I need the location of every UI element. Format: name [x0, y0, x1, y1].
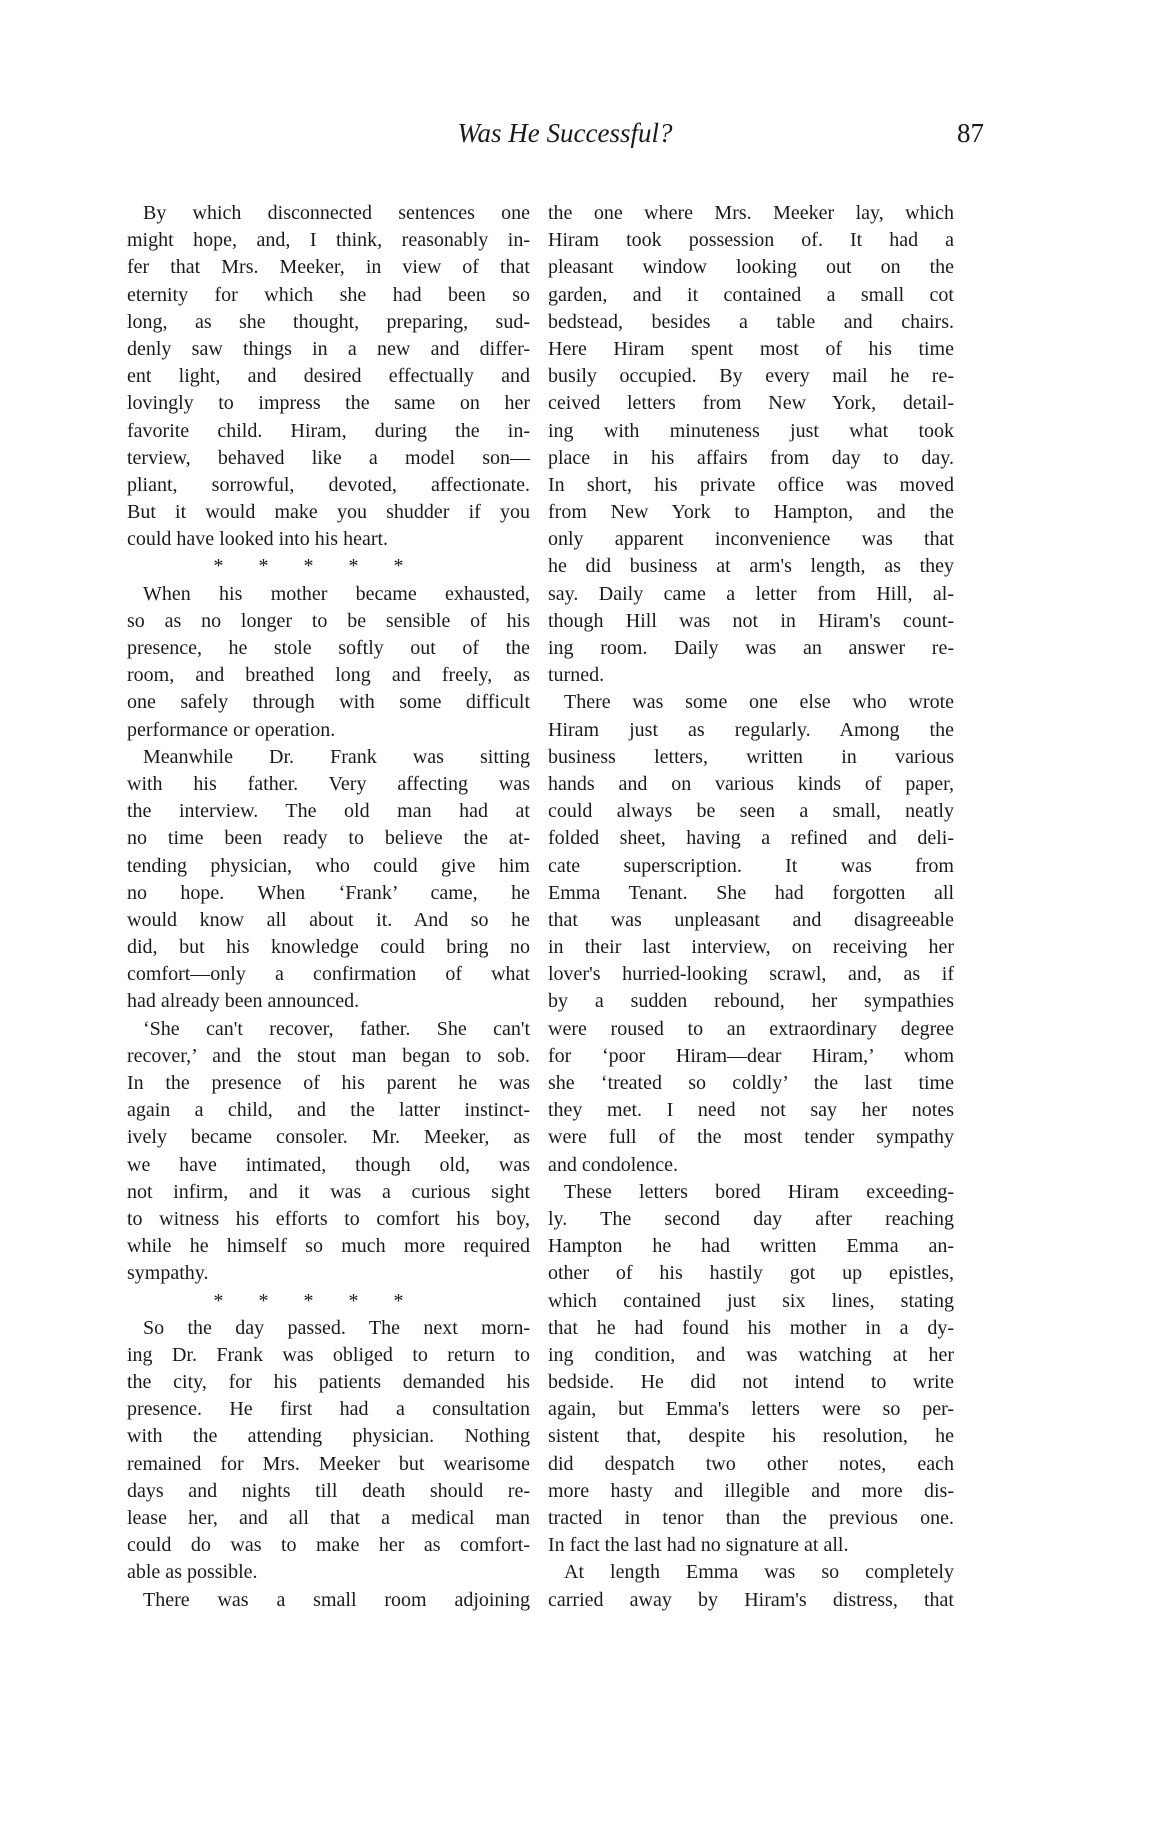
text-line: we have intimated, though old, was [127, 1153, 530, 1176]
text-line: did despatch two other notes, each [548, 1452, 954, 1475]
text-line: could always be seen a small, neatly [548, 800, 954, 823]
text-line: These letters bored Hiram exceeding- [564, 1180, 954, 1203]
text-line: business letters, written in various [548, 745, 954, 768]
text-line: remained for Mrs. Meeker but wearisome [127, 1452, 530, 1475]
text-line: busily occupied. By every mail he re- [548, 365, 954, 388]
text-line: that was unpleasant and disagreeable [548, 908, 954, 931]
paragraph [127, 1016, 530, 1288]
text-line: Hampton he had written Emma an- [548, 1235, 954, 1258]
text-line: for ‘poor Hiram—dear Hiram,’ whom [548, 1044, 954, 1067]
text-line: ing condition, and was watching at her [548, 1343, 954, 1366]
text-line: There was a small room adjoining [143, 1588, 530, 1611]
text-line: were full of the most tender sympathy [548, 1126, 954, 1149]
text-line: could have looked into his heart. [127, 528, 389, 551]
running-title: Was He Successful? [457, 118, 673, 148]
paragraph [548, 689, 954, 1178]
text-line: again a child, and the latter instinct- [127, 1099, 530, 1122]
text-line: to witness his efforts to comfort his boy, [127, 1207, 530, 1230]
text-line: recover,’ and the stout man began to sob. [127, 1044, 530, 1067]
text-line: in their last interview, on receiving her [548, 936, 954, 959]
text-line: But it would make you shudder if you [127, 501, 530, 524]
text-line: lease her, and all that a medical man [127, 1507, 530, 1529]
text-line: ing with minuteness just what took [548, 419, 954, 442]
text-line: were roused to an extraordinary degree [548, 1017, 954, 1040]
text-line: say. Daily came a letter from Hill, al- [548, 582, 954, 605]
text-line: she ‘treated so coldly’ the last time [548, 1072, 954, 1094]
text-line: Hiram took possession of. It had a [548, 229, 954, 252]
left-column [127, 200, 530, 1614]
paragraph [548, 1179, 954, 1560]
text-line: by a sudden rebound, her sympathies [548, 990, 954, 1013]
text-line: which contained just six lines, stating [548, 1289, 954, 1312]
text-line: sistent that, despite his resolution, he [548, 1425, 954, 1448]
text-line: folded sheet, having a refined and deli- [548, 827, 954, 850]
text-line: At length Emma was so completely [564, 1561, 954, 1584]
text-line: Meanwhile Dr. Frank was sitting [143, 745, 530, 768]
text-line: the one where Mrs. Meeker lay, which [548, 202, 954, 224]
text-line: hands and on various kinds of paper, [548, 772, 954, 795]
text-line: no hope. When ‘Frank’ came, he [127, 881, 530, 904]
text-line: had already been announced. [127, 990, 360, 1013]
text-line: presence. He first had a consultation [127, 1398, 530, 1421]
text-line: presence, he stole softly out of the [127, 637, 530, 659]
text-line: comfort—only a confirmation of what [127, 963, 530, 986]
text-line: carried away by Hiram's distress, that [548, 1588, 954, 1611]
text-line: ceived letters from New York, detail- [548, 392, 954, 415]
text-line: pleasant window looking out on the [548, 256, 954, 279]
text-line: would know all about it. And so he [127, 908, 530, 931]
text-line: ively became consoler. Mr. Meeker, as [127, 1126, 530, 1149]
text-line: By which disconnected sentences one [143, 202, 530, 224]
text-line: he did business at arm's length, as they [548, 555, 954, 578]
text-line: room, and breathed long and freely, as [127, 664, 530, 687]
right-column [548, 200, 954, 1614]
paragraph [548, 1559, 954, 1613]
text-line: tending physician, who could give him [127, 854, 530, 877]
section-break-stars: * * * * * [213, 1289, 404, 1312]
paragraph [127, 744, 530, 1016]
text-line: not infirm, and it was a curious sight [127, 1180, 530, 1203]
text-line: garden, and it contained a small cot [548, 283, 954, 306]
text-line: days and nights till death should re- [127, 1479, 530, 1502]
text-line: lover's hurried-looking scrawl, and, as if [548, 963, 954, 986]
text-line: no time been ready to believe the at- [127, 827, 530, 850]
text-line: Hiram just as regularly. Among the [548, 718, 954, 741]
text-line: In the presence of his parent he was [127, 1072, 530, 1094]
text-line: There was some one else who wrote [564, 691, 954, 714]
text-line: place in his affairs from day to day. [548, 446, 954, 469]
paragraph [127, 1587, 530, 1614]
page-number: 87 [957, 118, 984, 148]
text-line: again, but Emma's letters were so per- [548, 1398, 954, 1421]
text-line: ent light, and desired effectually and [127, 365, 530, 388]
paragraph [127, 200, 530, 553]
text-line: denly saw things in a new and differ- [127, 337, 530, 360]
text-line: did, but his knowledge could bring no [127, 936, 530, 959]
text-line: that he had found his mother in a dy- [548, 1316, 954, 1339]
text-line: they met. I need not say her notes [548, 1099, 954, 1122]
text-line: When his mother became exhausted, [143, 582, 530, 605]
text-line: tracted in tenor than the previous one. [548, 1507, 954, 1529]
text-line: Emma Tenant. She had forgotten all [548, 881, 954, 904]
text-line: able as possible. [127, 1561, 258, 1584]
text-line: might hope, and, I think, reasonably in- [127, 229, 530, 252]
text-line: cate superscription. It was from [548, 854, 954, 877]
text-line: lovingly to impress the same on her [127, 392, 530, 415]
text-line: Here Hiram spent most of his time [548, 337, 954, 360]
text-line: bedstead, besides a table and chairs. [548, 310, 954, 333]
text-line: the interview. The old man had at [127, 800, 530, 823]
text-line: fer that Mrs. Meeker, in view of that [127, 256, 530, 279]
section-break-stars: * * * * * [213, 555, 404, 578]
text-line: while he himself so much more required [127, 1235, 530, 1258]
text-line: only apparent inconvenience was that [548, 528, 954, 551]
text-line: performance or operation. [127, 718, 336, 741]
text-line: eternity for which she had been so [127, 283, 530, 306]
text-line: the city, for his patients demanded his [127, 1371, 530, 1394]
text-line: though Hill was not in Hiram's count- [548, 609, 954, 632]
text-line: ing room. Daily was an answer re- [548, 637, 954, 659]
text-line: other of his hastily got up epistles, [548, 1262, 954, 1285]
text-line: one safely through with some difficult [127, 691, 530, 714]
text-line: terview, behaved like a model son— [127, 446, 530, 469]
text-line: ing Dr. Frank was obliged to return to [127, 1343, 530, 1366]
text-line: pliant, sorrowful, devoted, affectionate. [127, 473, 530, 496]
paragraph [548, 200, 954, 689]
paragraph [127, 581, 530, 744]
text-line: from New York to Hampton, and the [548, 501, 954, 524]
text-line: ‘She can't recover, father. She can't [143, 1017, 530, 1040]
text-line: with the attending physician. Nothing [127, 1425, 530, 1448]
paragraph [127, 1315, 530, 1587]
text-line: In fact the last had no signature at all. [548, 1534, 849, 1557]
text-line: sympathy. [127, 1262, 209, 1285]
text-line: In short, his private office was moved [548, 473, 954, 496]
text-line: so as no longer to be sensible of his [127, 609, 530, 632]
text-line: with his father. Very affecting was [127, 772, 530, 795]
text-line: turned. [548, 664, 605, 687]
text-line: could do was to make her as comfort- [127, 1534, 530, 1557]
text-line: long, as she thought, preparing, sud- [127, 310, 530, 333]
text-line: more hasty and illegible and more dis- [548, 1479, 954, 1502]
text-line: ly. The second day after reaching [548, 1207, 954, 1230]
text-line: So the day passed. The next morn- [143, 1316, 530, 1339]
text-line: and condolence. [548, 1153, 678, 1176]
text-line: bedside. He did not intend to write [548, 1371, 954, 1394]
text-line: favorite child. Hiram, during the in- [127, 419, 530, 442]
